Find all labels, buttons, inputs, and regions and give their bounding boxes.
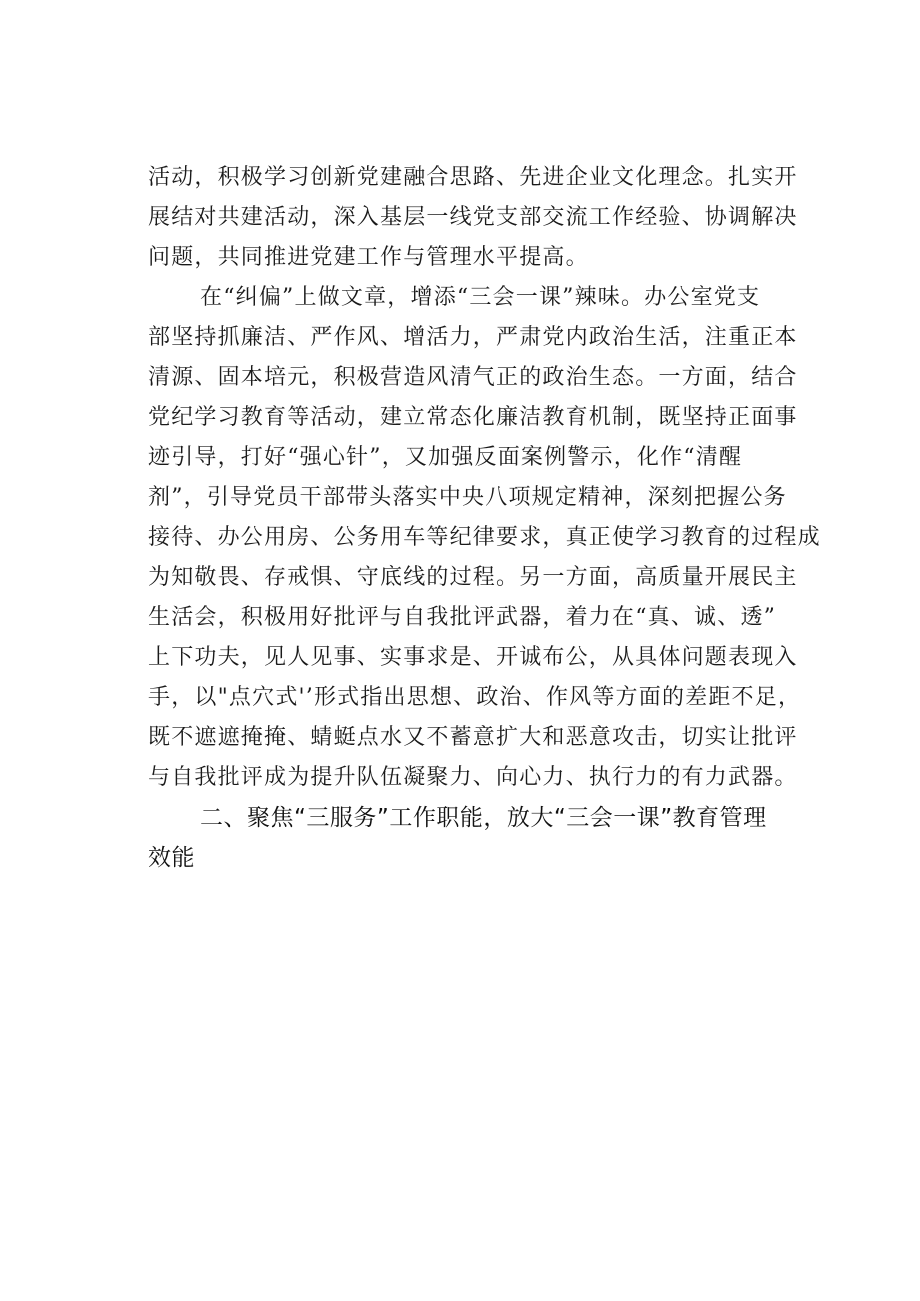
text-line: 活动，积极学习创新党建融合思路、先进企业文化理念。扎实开 [148,165,798,190]
text-line: 接待、办公用房、公务用车等纪律要求，真正使学习教育的过程成 [148,525,821,550]
text-line: 展结对共建活动，深入基层一线党支部交流工作经验、协调解决 [148,205,798,230]
text-line: 既不遮遮掩掩、蜻蜓点水又不蓄意扩大和恶意攻击，切实让批评 [148,725,798,750]
text-line: 上下功夫，见人见事、实事求是、开诚布公，从具体问题表现入 [148,645,798,670]
paragraph-continued [148,158,804,278]
text-line: 剂”，引导党员干部带头落实中央八项规定精神，深刻把握公务 [148,485,787,510]
text-line: 部坚持抓廉洁、严作风、增活力，严肃党内政治生活，注重正本 [148,325,798,350]
text-line: 为知敬畏、存戒惧、守底线的过程。另一方面，高质量开展民主 [148,565,798,590]
heading-line: 效能 [148,845,195,871]
section-heading [148,798,804,878]
text-line: 生活会，积极用好批评与自我批评武器，着力在“真、诚、透” [148,605,777,630]
text-line: 与自我批评成为提升队伍凝聚力、向心力、执行力的有力武器。 [148,765,798,790]
paragraph-correction [148,278,821,798]
heading-line: 二、聚焦“三服务”工作职能，放大“三会一课”教育管理 [200,805,767,831]
text-line: 问题，共同推进党建工作与管理水平提高。 [148,245,589,270]
document-body [148,158,821,878]
text-line: 迹引导，打好“强心针”，又加强反面案例警示，化作“清醒 [148,445,743,470]
text-line: 清源、固本培元，积极营造风清气正的政治生态。一方面，结合 [148,365,798,390]
text-line: 党纪学习教育等活动，建立常态化廉洁教育机制，既坚持正面事 [148,405,798,430]
text-line: 在“纠偏”上做文章，增添“三会一课”辣味。办公室党支 [200,285,761,310]
text-line: 手，以"点穴式'’形式指出思想、政治、作风等方面的差距不足， [148,685,802,710]
